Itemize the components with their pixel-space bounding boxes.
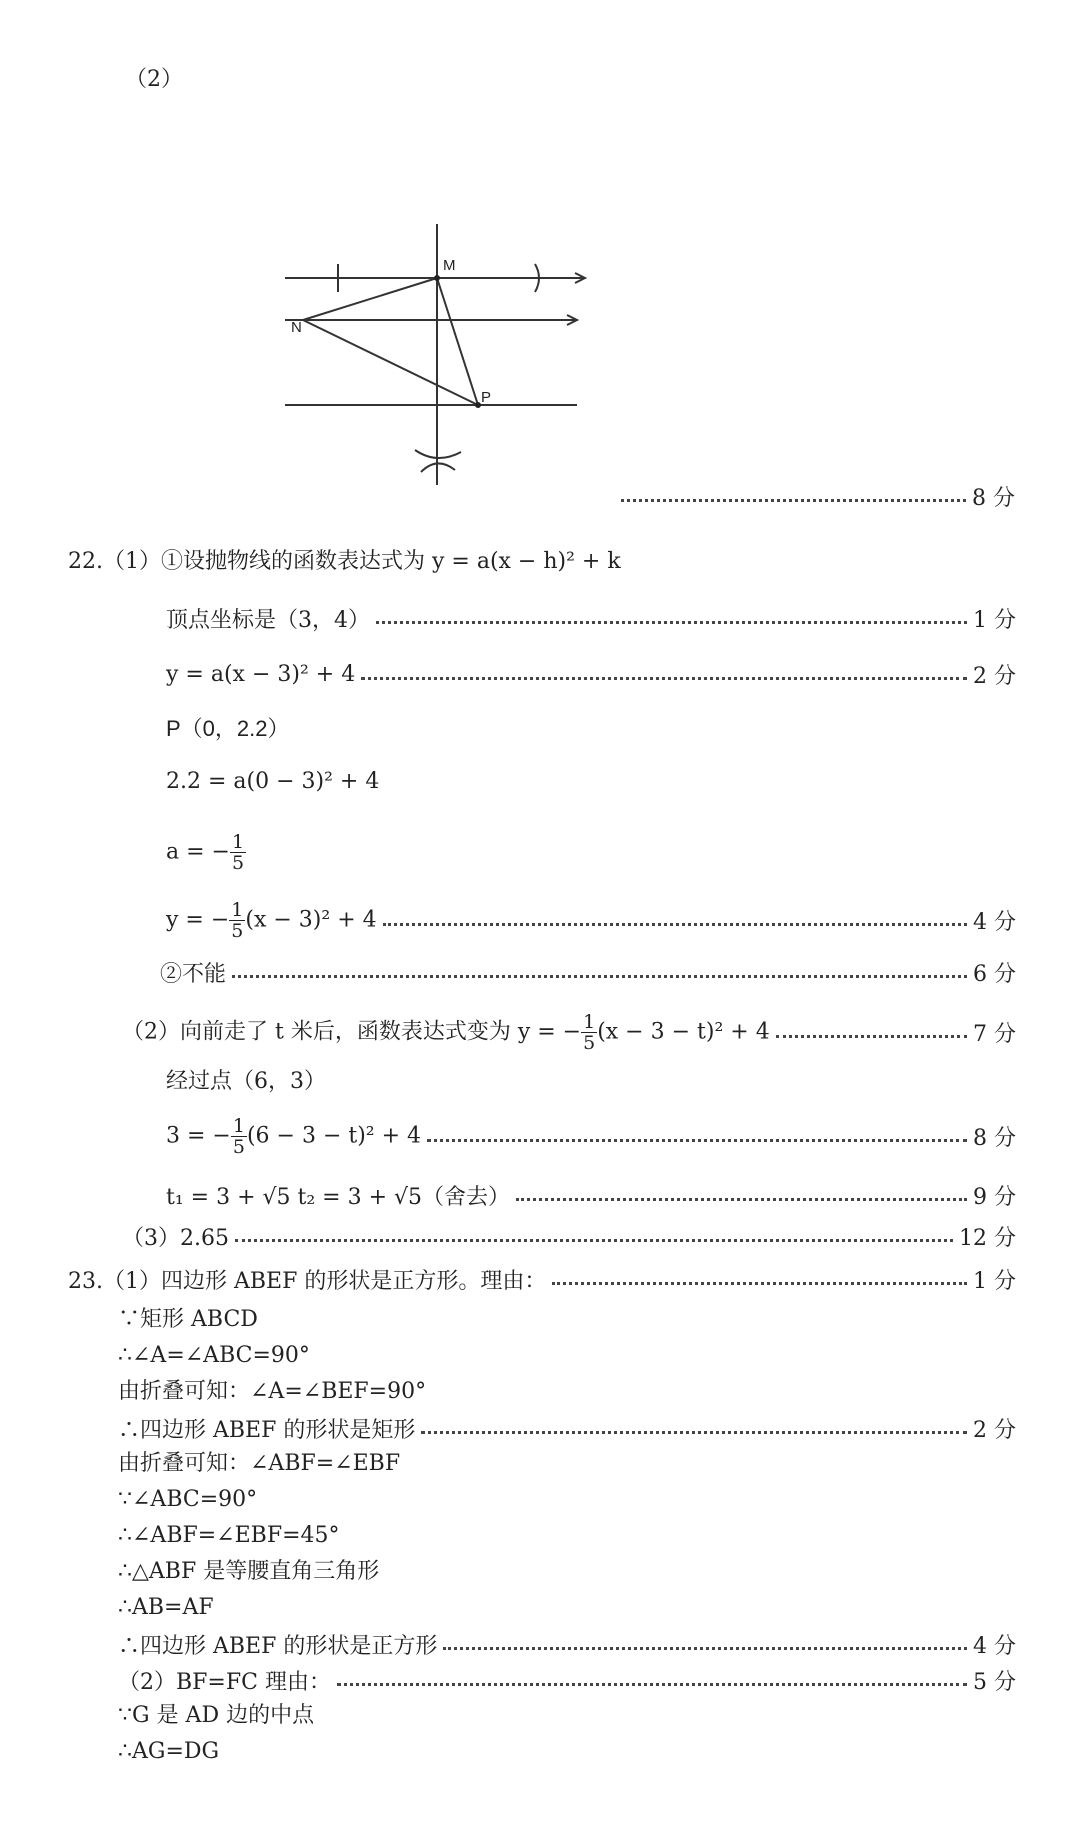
line-text: （2）向前走了 t 米后，函数表达式变为 y = − $\frac{1}{5}$ (x − 3 − t)² + 4 — [122, 1010, 770, 1054]
dot-leader — [383, 923, 967, 926]
score: 7 分 — [973, 1021, 1016, 1047]
point-m-dot — [434, 275, 440, 281]
numerator: 1 — [231, 831, 245, 853]
numerator: 1 — [232, 1114, 245, 1137]
line-text: y = − $\frac{1}{5}$ (x − 3)² + 4 — [166, 898, 377, 942]
fraction — [581, 1012, 597, 1053]
q23-part2-row — [118, 1666, 1016, 1694]
dot-leader — [516, 1198, 967, 1201]
dot-leader — [235, 1239, 953, 1242]
construction-figure — [285, 220, 605, 490]
q23-line-10-row — [118, 1630, 1016, 1658]
dot-leader — [776, 1035, 967, 1038]
dot-leader — [421, 1431, 967, 1434]
dot-leader — [337, 1683, 967, 1686]
q22-substitution: 2.2 = a(0 − 3)² + 4 — [166, 769, 380, 794]
q23-line-1: ∵矩形 ABCD — [118, 1307, 258, 1332]
denominator: 5 — [232, 1135, 245, 1158]
q22-vertex-row — [166, 604, 1016, 632]
dot-leader — [361, 677, 967, 680]
point-m-label: M — [443, 257, 456, 274]
figure-score-row — [615, 482, 1015, 510]
line-text: 3 = − $\frac{1}{5}$ (6 − 3 − t)² + 4 — [166, 1114, 422, 1158]
q23-line-6: ∵∠ABC=90° — [118, 1487, 258, 1512]
numerator: 1 — [583, 1010, 596, 1033]
numerator: 1 — [231, 898, 244, 921]
score: 1 分 — [973, 607, 1016, 633]
score: 4 分 — [973, 909, 1016, 935]
segment-np — [303, 320, 478, 405]
score: 4 分 — [973, 1633, 1016, 1659]
q22-equation1-row — [166, 898, 1016, 942]
q22-pass-point: 经过点（6，3） — [166, 1069, 326, 1094]
score: 8 分 — [972, 485, 1015, 511]
q23-line-3: 由折叠可知：∠A=∠BEF=90° — [118, 1379, 427, 1404]
denominator: 5 — [583, 1031, 596, 1054]
dot-leader — [443, 1647, 967, 1650]
point-n-label: N — [291, 319, 302, 336]
dot-leader — [621, 499, 966, 502]
line-text: ②不能 — [160, 961, 227, 987]
q22-point-p: P（0，2.2） — [166, 716, 290, 741]
part-label: （2） — [125, 67, 183, 92]
denominator: 5 — [231, 852, 245, 874]
dot-leader — [427, 1139, 967, 1142]
q22-cannot-row — [160, 958, 1016, 986]
q23-line-13: ∴AG=DG — [118, 1739, 220, 1764]
segment-mp — [437, 278, 478, 405]
segment-mn — [303, 278, 437, 320]
q23-line-8: ∴△ABF 是等腰直角三角形 — [118, 1559, 380, 1584]
q22-a-value — [166, 832, 246, 873]
q23-line-5: 由折叠可知：∠ABF=∠EBF — [118, 1451, 401, 1476]
score: 2 分 — [973, 663, 1016, 689]
q23-line-4-row — [118, 1414, 1016, 1442]
q22-part3-row — [122, 1222, 1016, 1250]
q23-line-7: ∴∠ABF=∠EBF=45° — [118, 1523, 340, 1548]
score: 8 分 — [973, 1125, 1016, 1151]
score: 9 分 — [973, 1184, 1016, 1210]
dot-leader — [232, 975, 967, 978]
dot-leader — [552, 1282, 967, 1285]
q22-equation2-row — [166, 1114, 1016, 1158]
fraction — [230, 832, 246, 873]
dot-leader — [376, 621, 967, 624]
line-text: （3）2.65 — [122, 1225, 229, 1251]
point-p-label: P — [481, 389, 492, 406]
q23-line-9: ∴AB=AF — [118, 1595, 214, 1620]
score: 5 分 — [973, 1669, 1016, 1695]
score: 6 分 — [973, 961, 1016, 987]
score: 2 分 — [973, 1417, 1016, 1443]
q23-line-12: ∵G 是 AD 边的中点 — [118, 1703, 315, 1728]
score: 12 分 — [959, 1225, 1016, 1251]
line-text: a = − — [166, 839, 230, 865]
q22-walk-row — [122, 1010, 1016, 1054]
line-text: 顶点坐标是（3，4） — [166, 607, 370, 633]
line-text: 23.（1）四边形 ABEF 的形状是正方形。理由： — [68, 1268, 547, 1294]
q22-title: 22.（1）①设抛物线的函数表达式为 y = a(x − h)² + k — [68, 549, 621, 574]
line-text: y = a(x − 3)² + 4 — [166, 661, 356, 687]
q23-line-2: ∴∠A=∠ABC=90° — [118, 1343, 310, 1368]
q23-title-row — [68, 1265, 1016, 1293]
line-text: t₁ = 3 + √5 t₂ = 3 + √5（舍去） — [166, 1184, 511, 1210]
q22-vertex-form-row — [166, 660, 1016, 688]
line-text: ∴四边形 ABEF 的形状是矩形 — [118, 1417, 416, 1443]
fraction — [229, 900, 245, 941]
line-text: （2）BF=FC 理由： — [118, 1669, 331, 1695]
fraction — [231, 1116, 247, 1157]
denominator: 5 — [231, 919, 244, 942]
score: 1 分 — [973, 1268, 1016, 1294]
q22-t-values-row — [166, 1181, 1016, 1209]
line-text: ∴四边形 ABEF 的形状是正方形 — [118, 1633, 438, 1659]
